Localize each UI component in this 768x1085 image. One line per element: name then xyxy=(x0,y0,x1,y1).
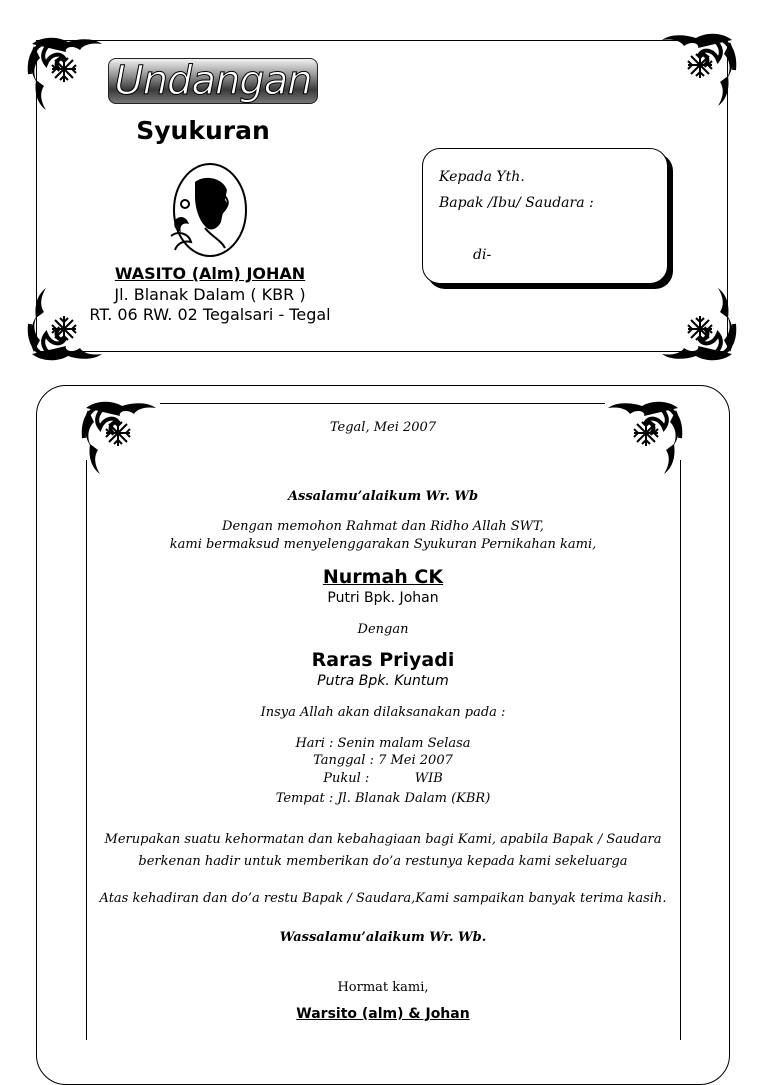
banner-title: Undangan xyxy=(114,58,312,104)
corner-ornament-top-left xyxy=(24,34,104,114)
host-address-line1: Jl. Blanak Dalam ( KBR ) xyxy=(114,285,306,304)
groom-name: Raras Priyadi xyxy=(311,649,455,671)
closing: Wassalamu’alaikum Wr. Wb. xyxy=(279,930,487,945)
greeting: Assalamu’alaikum Wr. Wb xyxy=(287,489,479,504)
title-banner xyxy=(108,58,318,104)
host-name: WASITO (Alm) JOHAN xyxy=(114,264,306,283)
recipient-line3: di- xyxy=(473,247,492,263)
place-date: Tegal, Mei 2007 xyxy=(329,420,437,435)
corner-ornament-top-right xyxy=(660,30,740,110)
event-place: Tempat : Jl. Blanak Dalam (KBR) xyxy=(275,791,491,806)
recipient-line1: Kepada Yth. xyxy=(439,169,525,185)
wayang-portrait-icon xyxy=(165,160,251,260)
recipient-line2: Bapak /Ibu/ Saudara : xyxy=(439,195,594,211)
signers: Warsito (alm) & Johan xyxy=(296,1006,470,1022)
connector: Dengan xyxy=(357,622,409,637)
inner-frame-right xyxy=(680,460,681,1040)
event-date: Tanggal : 7 Mei 2007 xyxy=(313,753,453,768)
corner-ornament-bottom-right xyxy=(660,284,740,364)
intro-line2: kami bermaksud menyelenggarakan Syukuran Pernikahan kami, xyxy=(169,537,597,552)
honor-line2: berkenan hadir untuk memberikan do’a restunya kepada kami sekeluarga xyxy=(138,854,628,869)
subtitle: Syukuran xyxy=(136,116,270,145)
host-address-line2: RT. 06 RW. 02 Tegalsari - Tegal xyxy=(89,305,331,324)
inner-frame-left xyxy=(86,460,87,1040)
signers-wrap xyxy=(90,1006,676,1022)
bride-name-wrap xyxy=(90,566,676,588)
intro-line1: Dengan memohon Rahmat dan Ridho Allah SWT, xyxy=(222,519,544,534)
groom-parent: Putra Bpk. Kuntum xyxy=(317,673,449,689)
honor-line1: Merupakan suatu kehormatan dan kebahagiaan bagi Kami, apabila Bapak / Saudara xyxy=(104,832,662,847)
bride-name: Nurmah CK xyxy=(322,566,444,588)
bride-parent: Putri Bpk. Johan xyxy=(327,590,439,606)
event-time: Pukul : WIB xyxy=(323,771,443,786)
held-on: Insya Allah akan dilaksanakan pada : xyxy=(260,705,506,720)
letter-ornament-right xyxy=(600,398,692,478)
inner-frame-top xyxy=(160,403,605,404)
recipient-box xyxy=(422,148,668,284)
letter-ornament-left xyxy=(72,398,164,478)
regards: Hormat kami, xyxy=(337,980,429,995)
thanks-line: Atas kehadiran dan do’a restu Bapak / Saudara,Kami sampaikan banyak terima kasih. xyxy=(99,891,667,906)
event-day: Hari : Senin malam Selasa xyxy=(295,736,471,751)
